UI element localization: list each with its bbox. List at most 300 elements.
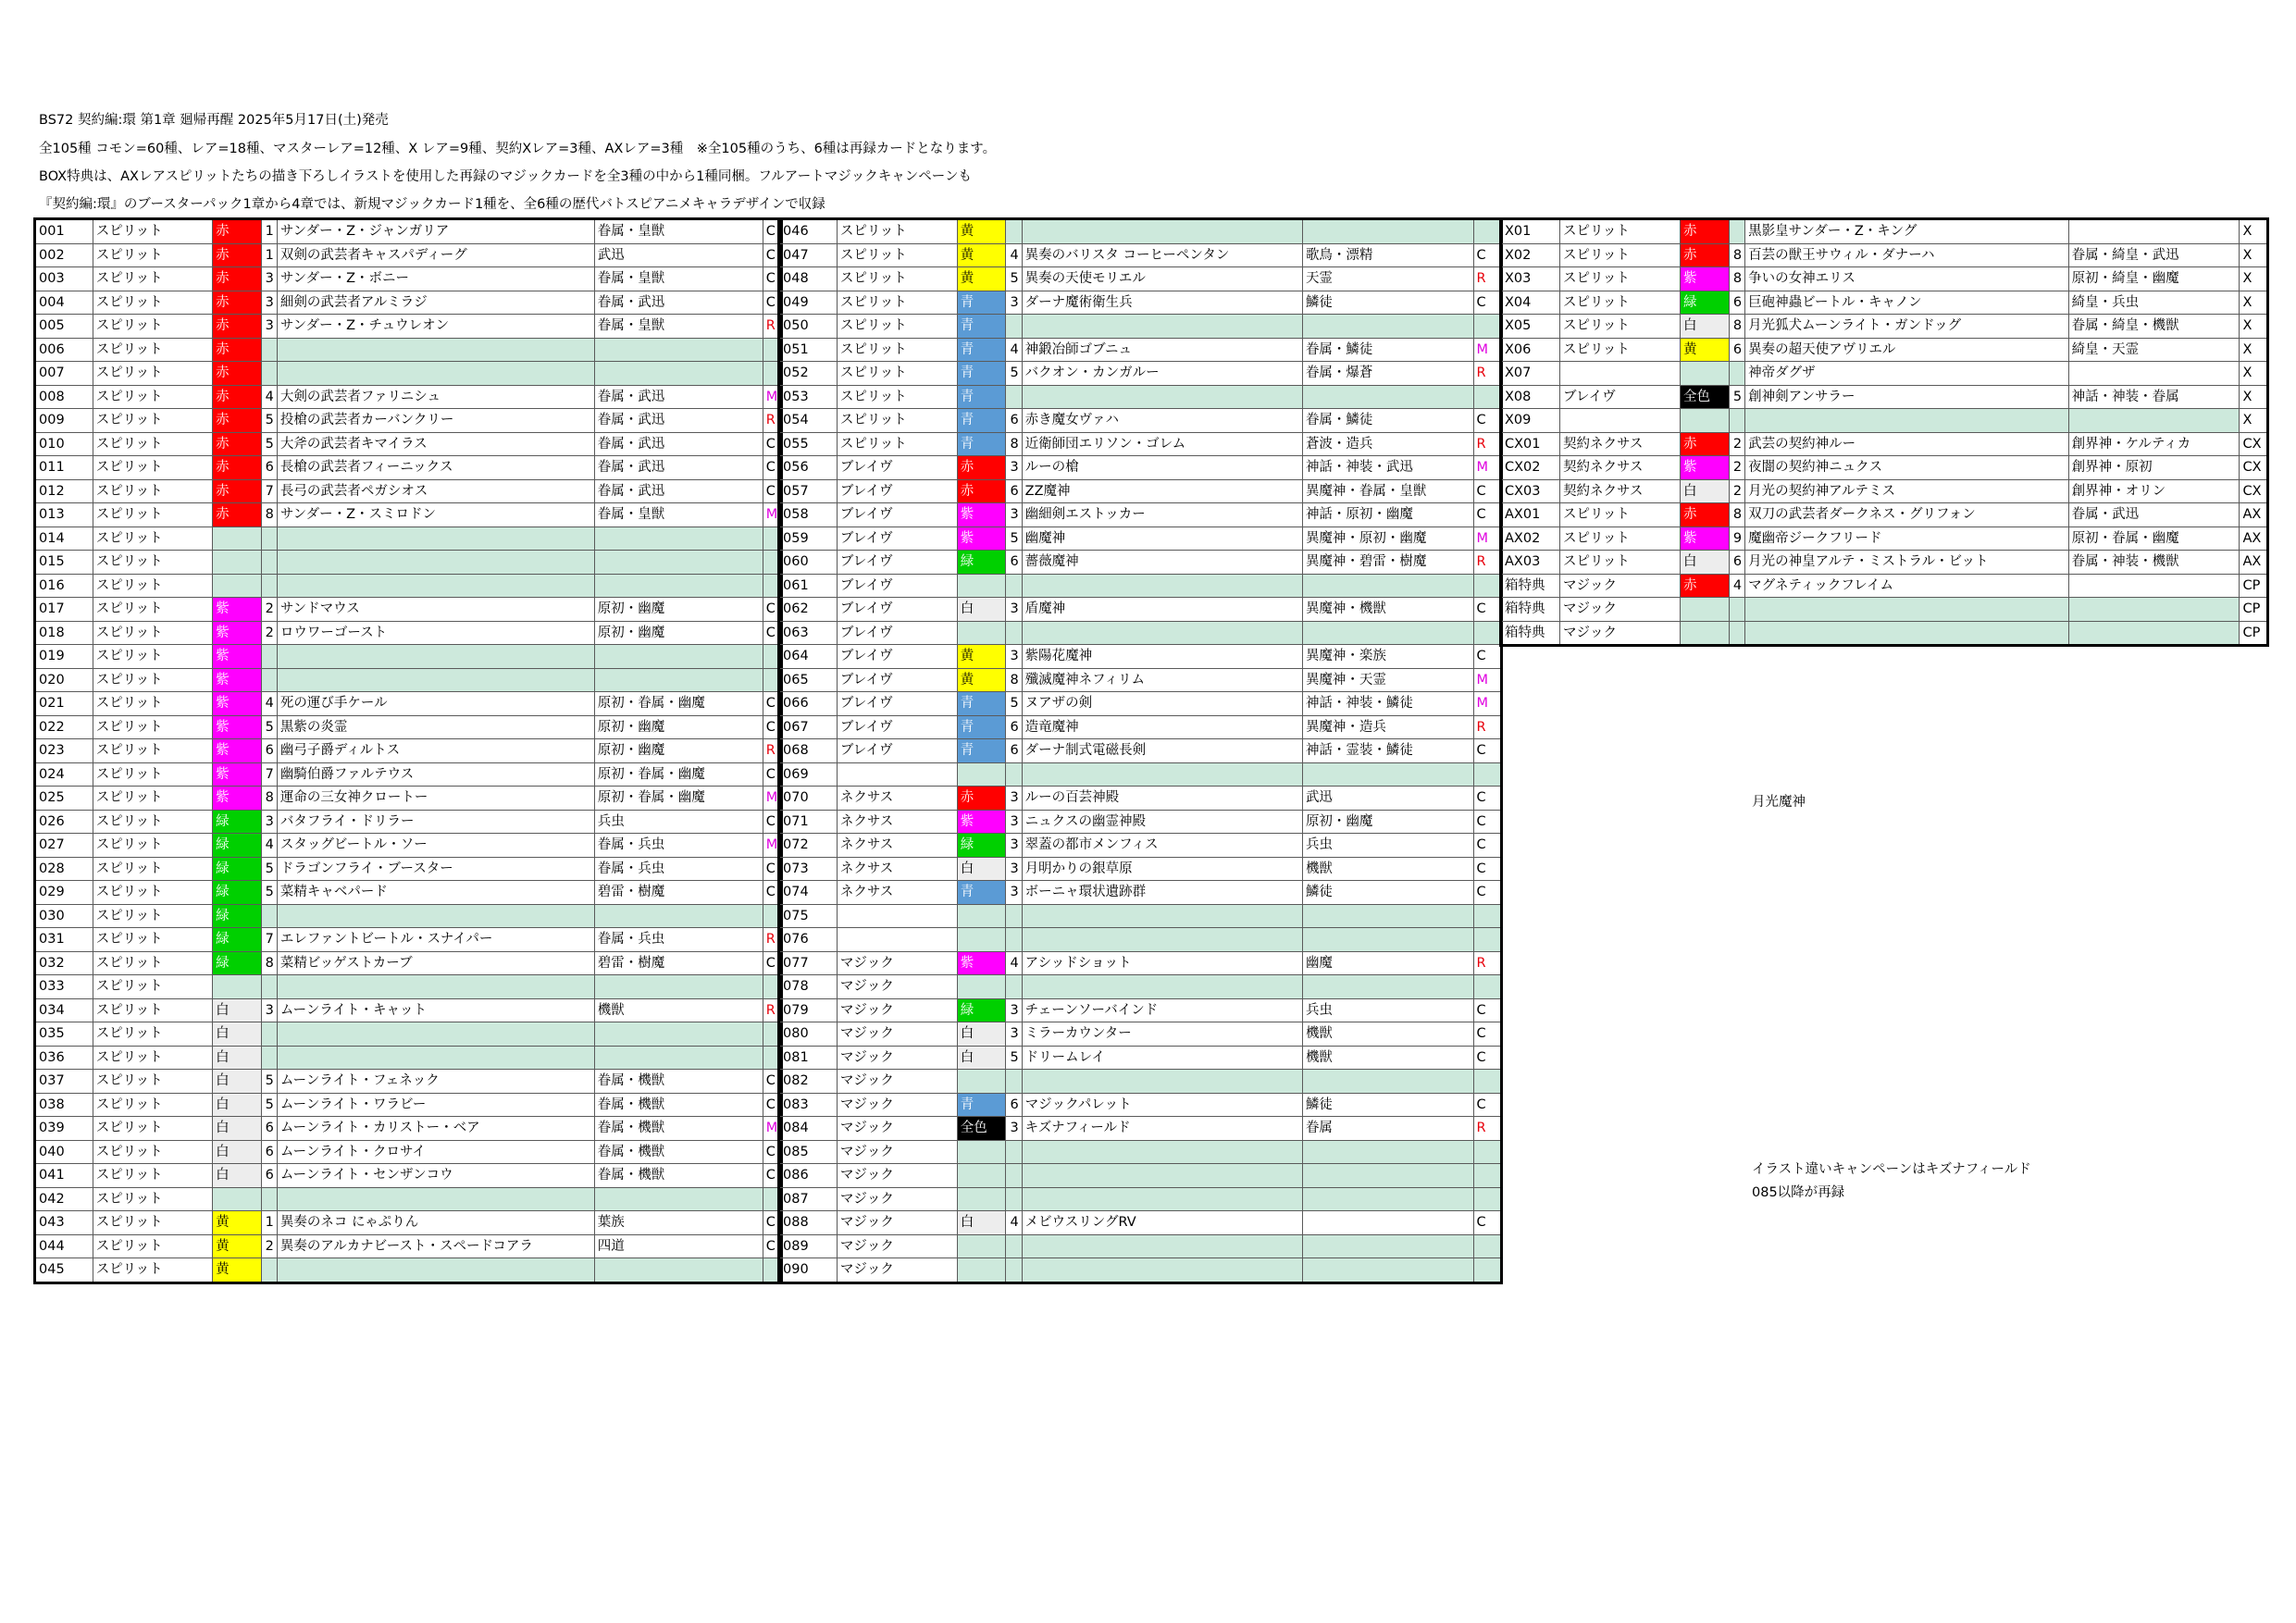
table-row <box>35 904 782 928</box>
card-name: ミラーカウンター <box>1022 1022 1302 1047</box>
card-color: 赤 <box>1681 219 1730 244</box>
card-type: マジック <box>837 1140 957 1164</box>
card-color: 赤 <box>213 219 262 244</box>
card-cost: 8 <box>1729 267 1744 291</box>
card-name: 武芸の契約神ルー <box>1745 432 2068 456</box>
card-color: 緑 <box>957 834 1006 858</box>
card-name: ボーニャ環状遺跡群 <box>1022 881 1302 905</box>
card-no: 013 <box>35 503 93 527</box>
card-name <box>1022 315 1302 339</box>
card-rarity: X <box>2240 385 2268 409</box>
card-rarity: R <box>1473 951 1501 975</box>
card-color: 緑 <box>213 881 262 905</box>
card-name: 神帝ダグザ <box>1745 362 2068 386</box>
card-type: 契約ネクサス <box>1560 479 1681 503</box>
card-color: 黄 <box>957 645 1006 669</box>
table-row <box>35 338 782 362</box>
card-name: 菜精ビッゲストカーブ <box>277 951 594 975</box>
card-color: 白 <box>957 1211 1006 1235</box>
table-row <box>779 1022 1502 1047</box>
table-row <box>779 787 1502 811</box>
card-name: サンダー・Z・スミロドン <box>277 503 594 527</box>
card-name: 大斧の武芸者キマイラス <box>277 432 594 456</box>
card-no: 011 <box>35 456 93 480</box>
card-type: ブレイヴ <box>837 527 957 551</box>
card-cost: 3 <box>1006 291 1022 315</box>
card-color: 赤 <box>1681 243 1730 267</box>
card-cost: 8 <box>1729 315 1744 339</box>
card-rarity: AX <box>2240 527 2268 551</box>
card-cost <box>1006 1187 1022 1211</box>
card-type: スピリット <box>93 998 212 1022</box>
card-type: スピリット <box>93 598 212 622</box>
table-row <box>779 362 1502 386</box>
table-row <box>35 432 782 456</box>
table-row <box>779 762 1502 787</box>
card-name <box>277 1046 594 1070</box>
card-family: 歌鳥・漂精 <box>1302 243 1473 267</box>
card-family: 眷属・兵虫 <box>594 857 763 881</box>
card-type: スピリット <box>93 362 212 386</box>
card-family: 眷属・武迅 <box>594 291 763 315</box>
card-cost: 6 <box>1006 409 1022 433</box>
table-row <box>35 692 782 716</box>
card-color: 赤 <box>957 787 1006 811</box>
table-row <box>35 998 782 1022</box>
card-family <box>594 668 763 692</box>
card-no: 044 <box>35 1234 93 1258</box>
table-row <box>779 857 1502 881</box>
table-row <box>779 1046 1502 1070</box>
card-no: 052 <box>779 362 838 386</box>
card-name: 月光の契約神アルテミス <box>1745 479 2068 503</box>
card-family <box>1302 574 1473 598</box>
card-type: ブレイヴ <box>837 456 957 480</box>
card-cost <box>1006 315 1022 339</box>
card-type: スピリット <box>93 715 212 739</box>
card-name <box>1745 621 2068 646</box>
card-family <box>1302 1140 1473 1164</box>
card-rarity: C <box>763 951 781 975</box>
card-no: 031 <box>35 928 93 952</box>
card-no: 005 <box>35 315 93 339</box>
card-cost <box>1729 621 1744 646</box>
card-family: 異魔神・造兵 <box>1302 715 1473 739</box>
card-family <box>594 338 763 362</box>
table-row <box>779 1258 1502 1283</box>
card-family: 創界神・ケルティカ <box>2068 432 2240 456</box>
card-name: ニュクスの幽霊神殿 <box>1022 810 1302 834</box>
card-name: 投槍の武芸者カーバンクリー <box>277 409 594 433</box>
table-row <box>779 315 1502 339</box>
table-row <box>35 1164 782 1188</box>
table-row <box>1501 551 2268 575</box>
card-cost: 3 <box>1006 598 1022 622</box>
card-name: エレファントビートル・スナイパー <box>277 928 594 952</box>
card-cost: 2 <box>261 621 277 645</box>
card-rarity: C <box>763 291 781 315</box>
card-family <box>1302 904 1473 928</box>
card-name: ルーの百芸神殿 <box>1022 787 1302 811</box>
card-type: 契約ネクサス <box>1560 456 1681 480</box>
card-rarity: CP <box>2240 621 2268 646</box>
card-rarity: X <box>2240 243 2268 267</box>
card-color <box>957 1187 1006 1211</box>
card-cost: 7 <box>261 928 277 952</box>
table-row <box>779 881 1502 905</box>
table-row <box>779 975 1502 999</box>
card-type: スピリット <box>93 621 212 645</box>
card-rarity: CX <box>2240 479 2268 503</box>
card-color <box>957 574 1006 598</box>
card-cost: 1 <box>261 1211 277 1235</box>
card-cost: 5 <box>261 432 277 456</box>
card-name: 百芸の獣王サウィル・ダナーハ <box>1745 243 2068 267</box>
card-family: 天霊 <box>1302 267 1473 291</box>
card-no: 083 <box>779 1093 838 1117</box>
card-name: ダーナ制式電磁長剣 <box>1022 739 1302 763</box>
card-family <box>2068 574 2240 598</box>
card-no: 086 <box>779 1164 838 1188</box>
card-rarity: X <box>2240 362 2268 386</box>
card-no: CX01 <box>1501 432 1560 456</box>
card-no: 034 <box>35 998 93 1022</box>
card-rarity: C <box>763 479 781 503</box>
table-row <box>779 810 1502 834</box>
card-name <box>1022 1070 1302 1094</box>
card-no: 050 <box>779 315 838 339</box>
card-color: 赤 <box>1681 574 1730 598</box>
card-name: 長弓の武芸者ペガシオス <box>277 479 594 503</box>
card-color: 全色 <box>957 1117 1006 1141</box>
card-family <box>2068 409 2240 433</box>
card-no: 033 <box>35 975 93 999</box>
table-row <box>779 1234 1502 1258</box>
card-cost: 6 <box>261 1117 277 1141</box>
card-color <box>213 527 262 551</box>
card-name <box>1022 1187 1302 1211</box>
card-name: 造竜魔神 <box>1022 715 1302 739</box>
card-family <box>1302 1211 1473 1235</box>
card-type: ブレイヴ <box>837 668 957 692</box>
card-family <box>594 975 763 999</box>
table-row <box>35 456 782 480</box>
card-cost: 3 <box>1006 881 1022 905</box>
card-family <box>1302 219 1473 244</box>
card-type: スピリット <box>93 1022 212 1047</box>
card-rarity: C <box>763 1211 781 1235</box>
card-cost: 8 <box>261 503 277 527</box>
card-color: 青 <box>957 739 1006 763</box>
card-color: 紫 <box>213 621 262 645</box>
card-no: 082 <box>779 1070 838 1094</box>
card-type: マジック <box>837 998 957 1022</box>
card-name <box>277 645 594 669</box>
card-type: スピリット <box>93 574 212 598</box>
card-name: 翠蓋の都市メンフィス <box>1022 834 1302 858</box>
card-cost: 6 <box>1006 479 1022 503</box>
table-row <box>35 551 782 575</box>
card-cost <box>1006 762 1022 787</box>
card-color: 紫 <box>957 527 1006 551</box>
card-no: 002 <box>35 243 93 267</box>
card-name <box>1022 385 1302 409</box>
card-cost: 3 <box>1006 787 1022 811</box>
note-campaign: イラスト違いキャンペーンはキズナフィールド <box>1752 1162 2031 1177</box>
table-row <box>1501 479 2268 503</box>
card-cost <box>261 645 277 669</box>
card-type: ブレイヴ <box>837 692 957 716</box>
card-name: 神鍛冶師ゴブニュ <box>1022 338 1302 362</box>
card-color: 白 <box>1681 479 1730 503</box>
card-no: 024 <box>35 762 93 787</box>
card-rarity: C <box>763 881 781 905</box>
card-color <box>1681 621 1730 646</box>
card-no: 078 <box>779 975 838 999</box>
card-type: スピリット <box>93 1140 212 1164</box>
card-color: 赤 <box>213 409 262 433</box>
card-family: 眷属 <box>1302 1117 1473 1141</box>
card-type: ブレイヴ <box>837 621 957 645</box>
card-rarity: M <box>1473 338 1501 362</box>
table-row <box>779 834 1502 858</box>
card-color: 黄 <box>957 668 1006 692</box>
card-color <box>957 621 1006 645</box>
card-no: 072 <box>779 834 838 858</box>
card-type: ネクサス <box>837 810 957 834</box>
table-row <box>35 1234 782 1258</box>
card-color: 赤 <box>213 456 262 480</box>
card-family: 眷属・武迅 <box>594 432 763 456</box>
card-type: スピリット <box>837 409 957 433</box>
card-rarity: C <box>763 810 781 834</box>
card-name <box>1745 409 2068 433</box>
card-family: 眷属・爆蒼 <box>1302 362 1473 386</box>
card-color: 赤 <box>957 479 1006 503</box>
card-name <box>1022 1234 1302 1258</box>
card-cost: 5 <box>1006 692 1022 716</box>
table-row <box>1501 362 2268 386</box>
card-family <box>1302 385 1473 409</box>
card-type: スピリット <box>93 810 212 834</box>
card-name <box>277 975 594 999</box>
card-cost: 6 <box>261 1164 277 1188</box>
card-cost: 8 <box>1729 503 1744 527</box>
card-cost: 3 <box>261 267 277 291</box>
card-type: スピリット <box>93 668 212 692</box>
card-no: 089 <box>779 1234 838 1258</box>
table-row <box>779 1211 1502 1235</box>
card-color: 赤 <box>213 385 262 409</box>
table-row <box>35 1117 782 1141</box>
card-cost: 3 <box>1006 834 1022 858</box>
card-rarity: R <box>1473 432 1501 456</box>
card-rarity: X <box>2240 315 2268 339</box>
card-rarity: C <box>1473 645 1501 669</box>
card-type: スピリット <box>93 315 212 339</box>
card-no: 063 <box>779 621 838 645</box>
card-name <box>1022 219 1302 244</box>
card-color <box>957 975 1006 999</box>
card-color: 青 <box>957 315 1006 339</box>
card-no: 007 <box>35 362 93 386</box>
card-name: 黒紫の炎霊 <box>277 715 594 739</box>
card-type: スピリット <box>837 267 957 291</box>
card-cost: 8 <box>1729 243 1744 267</box>
card-no: CX02 <box>1501 456 1560 480</box>
card-type: マジック <box>837 1117 957 1141</box>
card-name: 幽魔神 <box>1022 527 1302 551</box>
table-row <box>1501 291 2268 315</box>
card-rarity: R <box>1473 715 1501 739</box>
card-name: ムーンライト・センザンコウ <box>277 1164 594 1188</box>
card-type: ブレイヴ <box>837 739 957 763</box>
card-rarity: C <box>763 715 781 739</box>
card-no: 012 <box>35 479 93 503</box>
card-color <box>213 1187 262 1211</box>
card-color: 白 <box>213 998 262 1022</box>
card-name: 長槍の武芸者フィーニックス <box>277 456 594 480</box>
card-rarity <box>1473 574 1501 598</box>
card-name: マジックパレット <box>1022 1093 1302 1117</box>
card-no: AX01 <box>1501 503 1560 527</box>
card-no: 箱特典 <box>1501 598 1560 622</box>
card-cost: 3 <box>1006 645 1022 669</box>
card-cost: 5 <box>1006 527 1022 551</box>
card-cost: 7 <box>261 479 277 503</box>
table-row <box>35 668 782 692</box>
table-row <box>779 479 1502 503</box>
card-cost <box>1729 219 1744 244</box>
card-no: 043 <box>35 1211 93 1235</box>
card-family: 眷属・武迅 <box>594 456 763 480</box>
card-color: 白 <box>213 1140 262 1164</box>
card-color: 緑 <box>213 834 262 858</box>
card-no: 022 <box>35 715 93 739</box>
card-rarity: C <box>763 243 781 267</box>
card-name: 黒影皇サンダー・Z・キング <box>1745 219 2068 244</box>
card-cost <box>261 668 277 692</box>
card-family: 創界神・原初 <box>2068 456 2240 480</box>
card-name: 双刀の武芸者ダークネス・グリフォン <box>1745 503 2068 527</box>
card-family <box>1302 1164 1473 1188</box>
card-no: 030 <box>35 904 93 928</box>
card-no: 071 <box>779 810 838 834</box>
card-type: スピリット <box>837 219 957 244</box>
table-row <box>35 1211 782 1235</box>
card-name: ヌアザの剣 <box>1022 692 1302 716</box>
card-cost <box>1006 1164 1022 1188</box>
card-color: 赤 <box>213 267 262 291</box>
card-name: 赤き魔女ヴァハ <box>1022 409 1302 433</box>
card-name: アシッドショット <box>1022 951 1302 975</box>
card-no: 073 <box>779 857 838 881</box>
card-no: 053 <box>779 385 838 409</box>
card-rarity: C <box>763 762 781 787</box>
card-no: 062 <box>779 598 838 622</box>
card-cost <box>1006 1234 1022 1258</box>
card-rarity: R <box>763 315 781 339</box>
card-name: サンダー・Z・チュウレオン <box>277 315 594 339</box>
card-color: 青 <box>957 385 1006 409</box>
card-cost: 6 <box>1729 338 1744 362</box>
card-color: 白 <box>957 1022 1006 1047</box>
table-row <box>35 787 782 811</box>
card-name: ムーンライト・キャット <box>277 998 594 1022</box>
card-cost: 2 <box>1729 456 1744 480</box>
card-no: 077 <box>779 951 838 975</box>
card-family: 異魔神・機獣 <box>1302 598 1473 622</box>
card-family: 神話・神装・鱗徒 <box>1302 692 1473 716</box>
card-rarity <box>1473 621 1501 645</box>
card-family: 武迅 <box>594 243 763 267</box>
card-no: 085 <box>779 1140 838 1164</box>
table-row <box>35 409 782 433</box>
card-name <box>277 1022 594 1047</box>
table-row <box>1501 385 2268 409</box>
card-cost: 4 <box>1729 574 1744 598</box>
card-family: 眷属・武迅 <box>2068 503 2240 527</box>
card-type: スピリット <box>93 645 212 669</box>
card-no: 088 <box>779 1211 838 1235</box>
card-cost: 3 <box>261 315 277 339</box>
card-name: 月明かりの銀草原 <box>1022 857 1302 881</box>
card-color: 青 <box>957 692 1006 716</box>
card-color: 黄 <box>957 219 1006 244</box>
card-rarity: C <box>1473 1211 1501 1235</box>
card-rarity: C <box>763 456 781 480</box>
table-row <box>1501 527 2268 551</box>
card-name: 月光狐犬ムーンライト・ガンドッグ <box>1745 315 2068 339</box>
card-no: 025 <box>35 787 93 811</box>
card-family: 眷属・綺皇・機獣 <box>2068 315 2240 339</box>
table-row <box>35 951 782 975</box>
card-type: スピリット <box>837 338 957 362</box>
card-type: スピリット <box>93 1258 212 1283</box>
card-no: 026 <box>35 810 93 834</box>
card-no: 046 <box>779 219 838 244</box>
card-family: 眷属・皇獣 <box>594 315 763 339</box>
card-no: 009 <box>35 409 93 433</box>
card-type: スピリット <box>1560 291 1681 315</box>
table-row <box>779 1070 1502 1094</box>
card-family: 神話・神装・武迅 <box>1302 456 1473 480</box>
card-family <box>594 645 763 669</box>
card-family <box>594 1022 763 1047</box>
card-cost <box>1006 975 1022 999</box>
table-row <box>1501 598 2268 622</box>
card-family <box>2068 362 2240 386</box>
card-cost: 6 <box>261 739 277 763</box>
card-type: マジック <box>837 1258 957 1283</box>
card-color: 白 <box>957 598 1006 622</box>
card-cost <box>1006 904 1022 928</box>
card-color: 紫 <box>213 715 262 739</box>
card-no: 036 <box>35 1046 93 1070</box>
card-family <box>594 904 763 928</box>
table-row <box>779 1093 1502 1117</box>
card-family: 機獣 <box>1302 1046 1473 1070</box>
card-type: スピリット <box>93 338 212 362</box>
card-name: バクオン・カンガルー <box>1022 362 1302 386</box>
card-cost <box>1006 1258 1022 1283</box>
card-type: マジック <box>837 1093 957 1117</box>
card-rarity: C <box>1473 998 1501 1022</box>
card-name: サンダー・Z・ジャンガリア <box>277 219 594 244</box>
card-no: X05 <box>1501 315 1560 339</box>
table-row <box>779 715 1502 739</box>
card-cost: 6 <box>1006 1093 1022 1117</box>
